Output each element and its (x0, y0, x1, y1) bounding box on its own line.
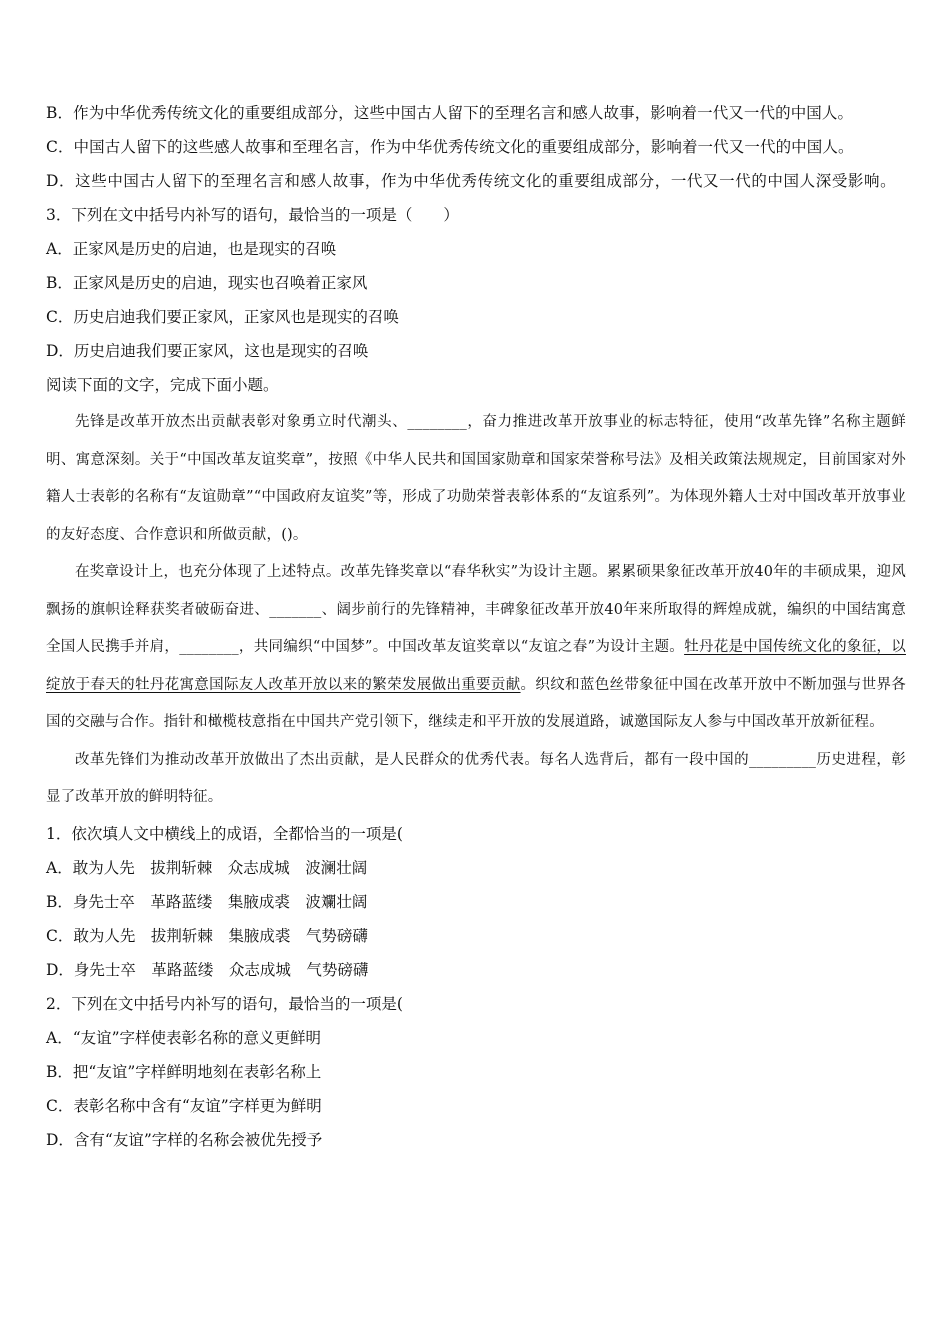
question-3-option-a: A．正家风是历史的启迪，也是现实的召唤 (46, 240, 337, 258)
sub-question-1-option-b: B．身先士卒 革路蓝缕 集腋成裘 波斕壮阔 (46, 892, 368, 911)
exam-page (46, 96, 906, 1157)
passage-paragraph-1: 先锋是改革开放杰出贡献表彰对象勇立时代潮头、________，奋力推进改革开放事业的标志特征，使用“改革先锋”名称主题鲜明、寓意深刻。关于“中国改革友谊奖章”，按照《中华人民共和国国家勋章和国家荣誉称号法》及相关政策法规规定，目前国家对外籍人士表彰的名称有“友谊勋章”“中国政府友谊奖”等，形成了功勋荣誉表彰体系的“友谊系列”。为体现外籍人士对中国改革开放事业的友好态度、合作意识和所做贡献，()。 (46, 414, 906, 543)
sub-question-1-stem: 1．依次填人文中横线上的成语，全都恰当的一项是( (46, 824, 403, 843)
sub-question-2-option-d: D．含有“友谊”字样的名称会被优先授予 (46, 1130, 323, 1149)
sub-question-2-option-b: B．把“友谊”字样鲜明地刻在表彰名称上 (46, 1062, 322, 1081)
sub-question-2-stem: 2．下列在文中括号内补写的语句，最恰当的一项是( (46, 994, 403, 1013)
sub-question-2-option-a: A．“友谊”字样使表彰名称的意义更鲜明 (46, 1028, 322, 1047)
prev-question-option-d: D．这些中国古人留下的至理名言和感人故事，作为中华优秀传统文化的重要组成部分，一代又一代的中国人深受影响。 (46, 172, 897, 190)
reading-intro: 阅读下面的文字，完成下面小题。 (46, 376, 279, 394)
question-3-option-b: B．正家风是历史的启迪，现实也召唤着正家风 (46, 274, 368, 292)
question-3-option-c: C．历史启迪我们要正家风，正家风也是现实的召唤 (46, 308, 399, 326)
passage-paragraph-2-text-a: 在奖章设计上，也充分体现了上述特点。改革先锋奖章以“春华秋实”为设计主题。累累硕果象征改革开放40年的丰硕成果，迎风飘扬的旗帜诠释获奖者破砺奋进、_______、阔步前行的先锋精神，丰碑象征改革开放40年来所取得的辉煌成就，编织的中国结寓意全国人民携手并肩，________，共同编织“中国梦”。中国改革友谊奖章以“友谊之春”为设计主题。 (46, 564, 906, 655)
passage-paragraph-3: 改革先锋们为推动改革开放做出了杰出贡献，是人民群众的优秀代表。每名人选背后，都有一段中国的_________历史进程，彰显了改革开放的鲜明特征。 (46, 751, 906, 805)
sub-question-1-option-d: D．身先士卒 革路蓝缕 众志成城 气势磅礴 (46, 960, 369, 979)
passage-paragraph-2-text-b: 。织纹和蓝色丝带象征中国在改革开放中不断加强与世界各国的交融与合作。指针和橄榄枝意指在中国共产党引领下，继续走和平开放的发展道路，诚邀国际友人参与中国改革开放新征程。 (46, 676, 906, 730)
sub-question-1-option-c: C．敢为人先 拔荆斩棘 集腋成裘 气势磅礴 (46, 926, 368, 945)
prev-question-option-c: C．中国古人留下的这些感人故事和至理名言，作为中华优秀传统文化的重要组成部分，影响着一代又一代的中国人。 (46, 138, 854, 156)
underlined-sentence: 牡丹花是中国传统文化的象征，以绽放于春天的牡丹花寓意国际友人改革开放以来的繁荣发展做出重要贡献 (46, 639, 906, 693)
prev-question-option-b: B．作为中华优秀传统文化的重要组成部分，这些中国古人留下的至理名言和感人故事，影响着一代又一代的中国人。 (46, 104, 854, 122)
question-3-stem: 3．下列在文中括号内补写的语句，最恰当的一项是（ ） (46, 206, 459, 224)
sub-question-2-option-c: C．表彰名称中含有“友谊”字样更为鲜明 (46, 1096, 322, 1115)
passage-paragraph-2 (46, 554, 906, 742)
sub-question-1-option-a: A．敢为人先 拔荆斩棘 众志成城 波澜壮阔 (46, 858, 368, 877)
question-3-option-d: D．历史启迪我们要正家风，这也是现实的召唤 (46, 342, 369, 360)
